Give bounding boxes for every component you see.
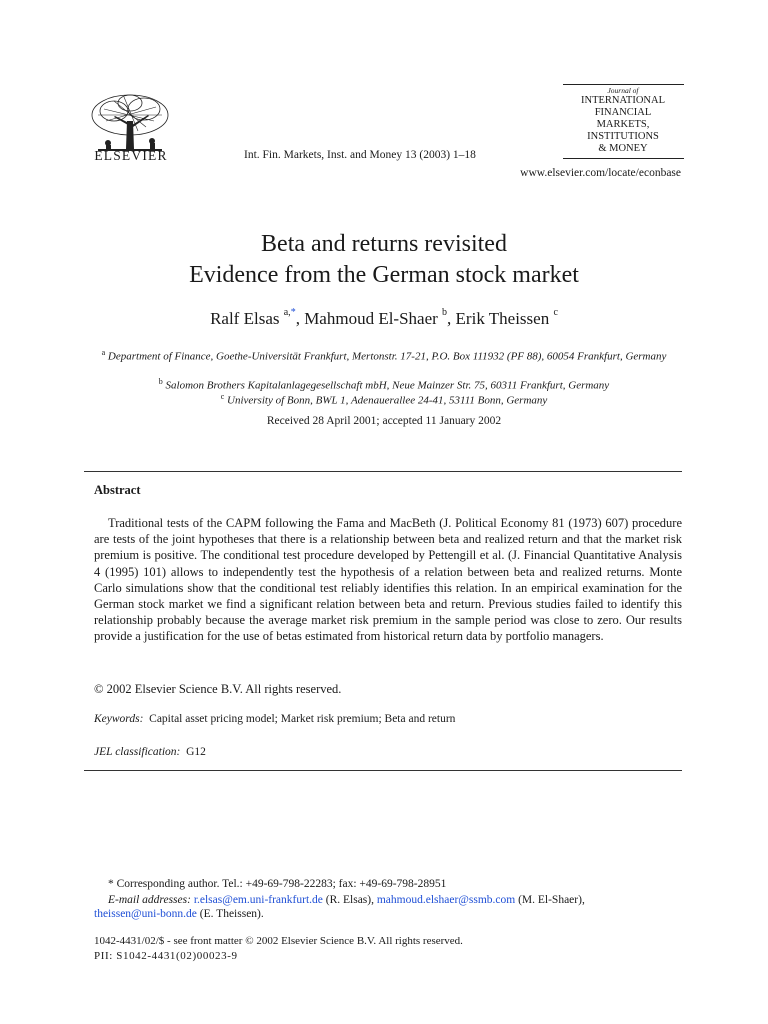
journal-name-line: FINANCIAL [594,107,652,118]
front-matter-note: 1042-4431/02/$ - see front matter © 2002 Elsevier Science B.V. All rights reserved. [94,935,463,947]
received-dates: Received 28 April 2001; accepted 11 January 2002 [266,415,502,427]
journal-name-line: INTERNATIONAL [581,95,665,106]
email-link[interactable]: theissen@uni-bonn.de [94,908,197,920]
keywords: Keywords: Capital asset pricing model; Market risk premium; Beta and return [94,713,456,725]
affiliation-c: $^c$ University of Bonn, BWL 1, Adenauerallee 24-41, 53111 Bonn, Germany [220,392,548,407]
paper-title-line-1: Beta and returns revisited [261,231,507,257]
divider [84,770,682,771]
corresponding-author-note: * Corresponding author. Tel.: +49-69-798-22283; fax: +49-69-798-28951 [108,878,447,890]
journal-name-line: INSTITUTIONS [587,131,659,142]
email-link[interactable]: mahmoud.elshaer@ssmb.com [376,894,516,906]
divider [84,471,682,472]
author-name: Ralf Elsas [210,309,280,328]
journal-name-box [563,86,683,155]
paper-title-line-2: Evidence from the German stock market [189,262,579,288]
journal-box-bottom-rule [563,158,684,159]
author-affiliation-mark: a,* [283,307,296,319]
affiliation-b: $^b$ Salomon Brothers Kapitalanlagegesellschaft mbH, Neue Mainzer Str. 75, 60311 Frankfurt, Germany [158,377,610,392]
abstract-copyright: © 2002 Elsevier Science B.V. All rights reserved. [94,682,342,696]
corresponding-author-link[interactable]: * [290,307,296,319]
journal-name-line: MARKETS, [596,119,650,130]
abstract-heading: Abstract [94,483,141,497]
email-addresses: E-mail addresses: r.elsas@em.uni-frankfurt.de (R. Elsas), mahmoud.elshaer@ssmb.com (M. El-Shaer), [108,894,585,906]
journal-citation: Int. Fin. Markets, Inst. and Money 13 (2003) 1–18 [244,149,476,161]
journal-box-top-rule [563,84,684,85]
jel-classification: JEL classification: G12 [94,746,206,758]
email-link[interactable]: r.elsas@em.uni-frankfurt.de [193,894,323,906]
email-addresses-cont: theissen@uni-bonn.de (E. Theissen). [94,908,264,920]
journal-name-line: & MONEY [598,143,648,154]
author-affiliation-mark: c [553,307,558,319]
author-name: Erik Theissen [455,309,550,328]
abstract-text: Traditional tests of the CAPM following the Fama and MacBeth (J. Political Economy 81 (1973) 607) procedure are tests of the joint hypotheses that there is a relationship between beta and realized return and that the market risk premium is positive. The conditional test procedure developed by Pettengill et al. (J. Financial Quantitative Analysis 4 (1995) 101) allows to independently test the hypothesis of a relation between beta and realized returns. Monte Carlo simulations show that the conditional test reliably identifies this relation. In an empirical examination for the German stock market we find a significant relation between beta and return. Previous studies failed to identify this relationship probably because the average market risk premium in the sample period was close to zero. Our results provide a justification for the use of betas estimated from historical return data by portfolio managers. [94,516,682,644]
pii-identifier: PII: S1042-4431(02)00023-9 [94,950,238,962]
author-list: Ralf Elsas $^{a,*}$, Mahmoud El-Shaer $^b$, Erik Theissen $^c$ [210,307,558,328]
author-affiliation-mark: b [442,307,448,319]
author-name: Mahmoud El-Shaer [304,309,438,328]
journal-url-link[interactable]: www.elsevier.com/locate/econbase [520,167,681,179]
affiliation-a: $^a$ Department of Finance, Goethe-Universität Frankfurt, Mertonstr. 17-21, P.O. Box 111932 (PF 88), 60054 Frankfurt, Germany [101,348,667,363]
journal-of-label: Journal of [607,86,639,95]
publisher-logo-text: ELSEVIER [94,148,168,163]
